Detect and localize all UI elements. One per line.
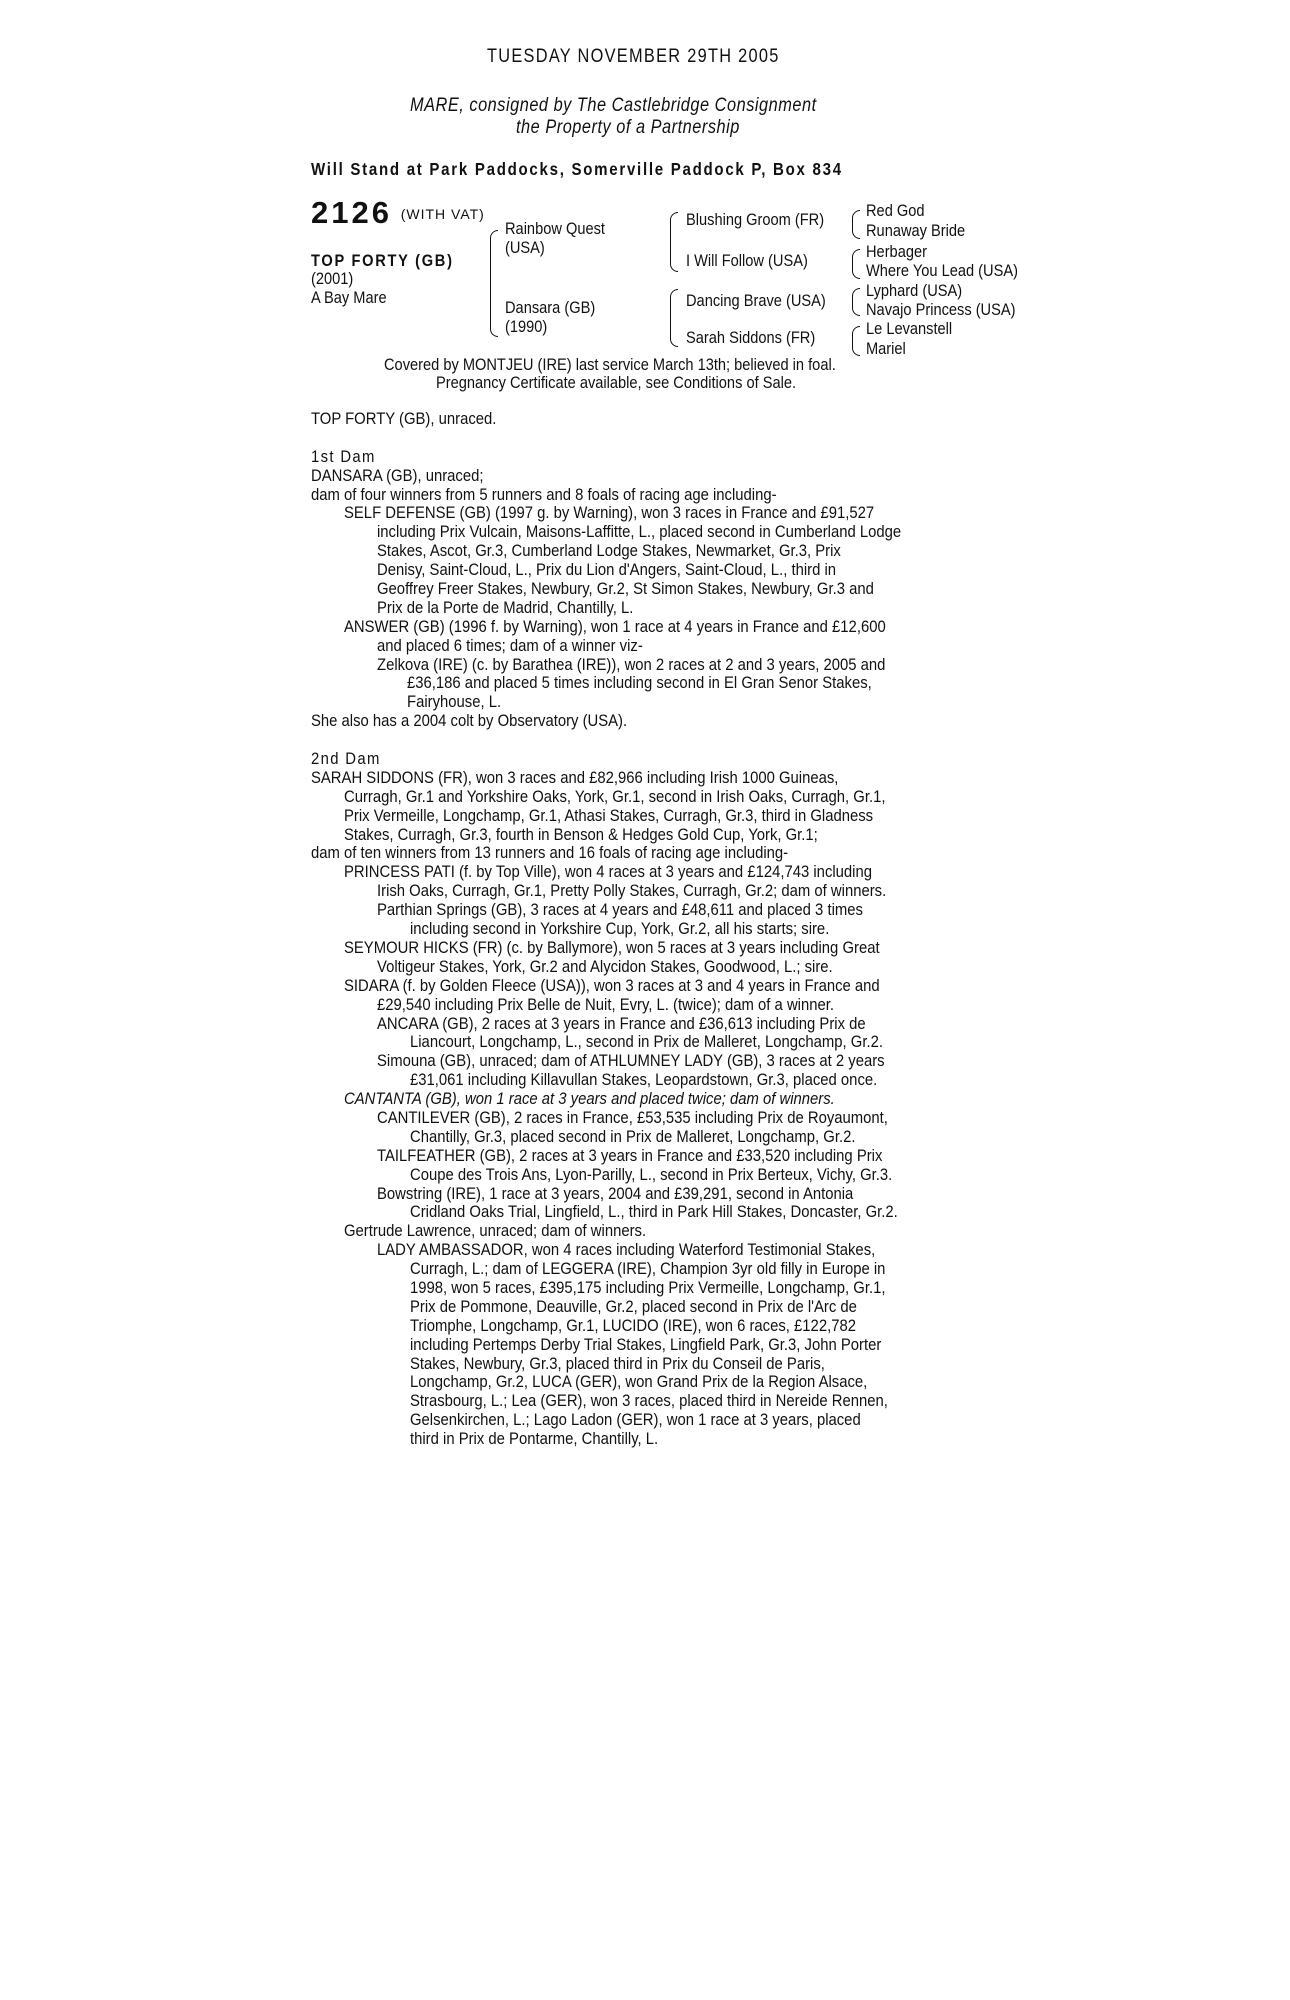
second-dam-line: Voltigeur Stakes, York, Gr.2 and Alycidon Stakes, Goodwood, L.; sire.	[377, 957, 833, 976]
second-dam-line: Prix Vermeille, Longchamp, Gr.1, Athasi Stakes, Curragh, Gr.3, third in Gladness	[344, 806, 874, 825]
horse-description: A Bay Mare	[311, 288, 387, 307]
sire-name: Rainbow Quest	[505, 219, 605, 238]
first-dam-line: She also has a 2004 colt by Observatory (USA).	[311, 712, 628, 731]
first-dam-heading: 1st Dam	[311, 447, 376, 466]
first-dam-line: Zelkova (IRE) (c. by Barathea (IRE)), won 2 races at 2 and 3 years, 2005 and	[377, 655, 886, 674]
second-dam-line: SIDARA (f. by Golden Fleece (USA)), won 3 races at 3 and 4 years in France and	[344, 976, 880, 995]
ss-dam: Runaway Bride	[866, 221, 966, 240]
ds-sire: Lyphard (USA)	[866, 281, 963, 300]
second-dam-line: Cridland Oaks Trial, Lingfield, L., third in Park Hill Stakes, Doncaster, Gr.2.	[410, 1203, 898, 1222]
dam-name: Dansara (GB)	[505, 298, 596, 317]
second-dam-line: Longchamp, Gr.2, LUCA (GER), won Grand Prix de la Region Alsace,	[410, 1373, 868, 1392]
dam-year: (1990)	[505, 317, 548, 336]
dd-dam: Mariel	[866, 339, 906, 358]
sale-date: TUESDAY NOVEMBER 29TH 2005	[487, 46, 780, 67]
second-dam-line: Curragh, L.; dam of LEGGERA (IRE), Champion 3yr old filly in Europe in	[410, 1260, 886, 1279]
vat-note: (WITH VAT)	[400, 206, 485, 222]
ss-sire: Red God	[866, 201, 925, 220]
dd-sire: Le Levanstell	[866, 319, 953, 338]
second-dam-line: Gertrude Lawrence, unraced; dam of winners.	[344, 1222, 647, 1241]
first-dam-line: DANSARA (GB), unraced;	[311, 466, 484, 485]
second-dam-line: Prix de Pommone, Deauville, Gr.2, placed second in Prix de l'Arc de	[410, 1297, 857, 1316]
brace-sd	[852, 249, 860, 279]
second-dam-line: Strasbourg, L.; Lea (GER), won 3 races, placed third in Nereide Rennen,	[410, 1392, 888, 1411]
second-dam-line: third in Prix de Pontarme, Chantilly, L.	[410, 1430, 659, 1449]
second-dam-line: 1998, won 5 races, £395,175 including Prix Vermeille, Longchamp, Gr.1,	[410, 1278, 886, 1297]
foaling-year: (2001)	[311, 269, 354, 288]
second-dam-line: Stakes, Newbury, Gr.3, placed third in Prix du Conseil de Paris,	[410, 1354, 825, 1373]
first-dam-line: including Prix Vulcain, Maisons-Laffitte, L., placed second in Cumberland Lodge	[377, 523, 902, 542]
second-dam-line: including Pertemps Derby Trial Stakes, Lingfield Park, Gr.3, John Porter	[410, 1335, 882, 1354]
ds-dam: Navajo Princess (USA)	[866, 300, 1016, 319]
second-dam-line: Gelsenkirchen, L.; Lago Ladon (GER), won 1 race at 3 years, placed	[410, 1411, 861, 1430]
second-dam-line: CANTILEVER (GB), 2 races in France, £53,535 including Prix de Royaumont,	[377, 1108, 888, 1127]
sd-dam: Where You Lead (USA)	[866, 261, 1018, 280]
second-dam-line: CANTANTA (GB), won 1 race at 3 years and placed twice; dam of winners.	[344, 1090, 835, 1109]
second-dam-line: Chantilly, Gr.3, placed second in Prix de Malleret, Longchamp, Gr.2.	[410, 1127, 856, 1146]
first-dam-line: Fairyhouse, L.	[407, 693, 502, 712]
consignor-line-2: the Property of a Partnership	[516, 117, 740, 138]
first-dam-line: Denisy, Saint-Cloud, L., Prix du Lion d'Angers, Saint-Cloud, L., third in	[377, 561, 837, 580]
first-dam-line: and placed 6 times; dam of a winner viz-	[377, 636, 643, 655]
first-dam-line: Stakes, Ascot, Gr.3, Cumberland Lodge Stakes, Newmarket, Gr.3, Prix	[377, 542, 841, 561]
pedigree-notes	[311, 410, 1091, 1449]
sire-dam: I Will Follow (USA)	[686, 251, 808, 270]
brace-ds	[852, 288, 860, 316]
second-dam-line: Triomphe, Longchamp, Gr.1, LUCIDO (IRE), won 6 races, £122,782	[410, 1316, 856, 1335]
second-dam-line: TAILFEATHER (GB), 2 races at 3 years in France and £33,520 including Prix	[377, 1146, 883, 1165]
first-dam-line: £36,186 and placed 5 times including second in El Gran Senor Stakes,	[407, 674, 872, 693]
dam-dam: Sarah Siddons (FR)	[686, 328, 816, 347]
pedigree-brace-sire	[670, 212, 678, 272]
stand-location: Will Stand at Park Paddocks, Somerville Paddock P, Box 834	[311, 159, 843, 179]
second-dam-line: Bowstring (IRE), 1 race at 3 years, 2004 and £39,291, second in Antonia	[377, 1184, 854, 1203]
sire-country: (USA)	[505, 238, 545, 257]
second-dam-line: Liancourt, Longchamp, L., second in Prix de Malleret, Longchamp, Gr.2.	[410, 1033, 883, 1052]
unraced-line: TOP FORTY (GB), unraced.	[311, 410, 497, 428]
pedigree-brace-dam	[670, 289, 678, 347]
sd-sire: Herbager	[866, 242, 927, 261]
second-dam-heading: 2nd Dam	[311, 750, 381, 769]
second-dam-line: Coupe des Trois Ans, Lyon-Parilly, L., second in Prix Berteux, Vichy, Gr.3.	[410, 1165, 893, 1184]
dam-sire: Dancing Brave (USA)	[686, 291, 826, 310]
second-dam-line: PRINCESS PATI (f. by Top Ville), won 4 races at 3 years and £124,743 including	[344, 863, 873, 882]
second-dam-line: Stakes, Curragh, Gr.3, fourth in Benson & Hedges Gold Cup, York, Gr.1;	[344, 825, 818, 844]
second-dam-line: LADY AMBASSADOR, won 4 races including Waterford Testimonial Stakes,	[377, 1241, 876, 1260]
horse-name: TOP FORTY (GB)	[311, 251, 454, 270]
first-dam-line: SELF DEFENSE (GB) (1997 g. by Warning), won 3 races in France and £91,527	[344, 504, 875, 523]
first-dam-line: dam of four winners from 5 runners and 8 foals of racing age including-	[311, 485, 777, 504]
first-dam-line: ANSWER (GB) (1996 f. by Warning), won 1 race at 4 years in France and £12,600	[344, 617, 886, 636]
second-dam-line: £29,540 including Prix Belle de Nuit, Evry, L. (twice); dam of a winner.	[377, 995, 835, 1014]
covered-line-1: Covered by MONTJEU (IRE) last service March 13th; believed in foal.	[384, 355, 836, 374]
second-dam-line: Curragh, Gr.1 and Yorkshire Oaks, York, Gr.1, second in Irish Oaks, Curragh, Gr.1,	[344, 787, 886, 806]
second-dam-line: Parthian Springs (GB), 3 races at 4 years and £48,611 and placed 3 times	[377, 901, 863, 920]
second-dam-line: Irish Oaks, Curragh, Gr.1, Pretty Polly Stakes, Curragh, Gr.2; dam of winners.	[377, 882, 887, 901]
second-dam-line: SEYMOUR HICKS (FR) (c. by Ballymore), won 5 races at 3 years including Great	[344, 938, 880, 957]
pedigree-brace-main	[490, 230, 498, 337]
lot-number: 2126 $^{(WITH VAT)}$	[311, 195, 485, 230]
second-dam-line: including second in Yorkshire Cup, York, Gr.2, all his starts; sire.	[410, 920, 830, 939]
second-dam-line: SARAH SIDDONS (FR), won 3 races and £82,966 including Irish 1000 Guineas,	[311, 768, 839, 787]
second-dam-line: Simouna (GB), unraced; dam of ATHLUMNEY LADY (GB), 3 races at 2 years	[377, 1052, 885, 1071]
sire-sire: Blushing Groom (FR)	[686, 210, 825, 229]
consignor-line-1: MARE, consigned by The Castlebridge Consignment	[410, 95, 817, 116]
covered-line-2: Pregnancy Certificate available, see Conditions of Sale.	[436, 373, 797, 392]
second-dam-line: ANCARA (GB), 2 races at 3 years in France and £36,613 including Prix de	[377, 1014, 866, 1033]
second-dam-line: £31,061 including Killavullan Stakes, Leopardstown, Gr.3, placed once.	[410, 1071, 878, 1090]
brace-dd	[852, 326, 860, 356]
first-dam-line: Prix de la Porte de Madrid, Chantilly, L.	[377, 598, 634, 617]
brace-ss	[852, 210, 860, 239]
second-dam-line: dam of ten winners from 13 runners and 16 foals of racing age including-	[311, 844, 789, 863]
first-dam-line: Geoffrey Freer Stakes, Newbury, Gr.2, St Simon Stakes, Newbury, Gr.3 and	[377, 580, 874, 599]
